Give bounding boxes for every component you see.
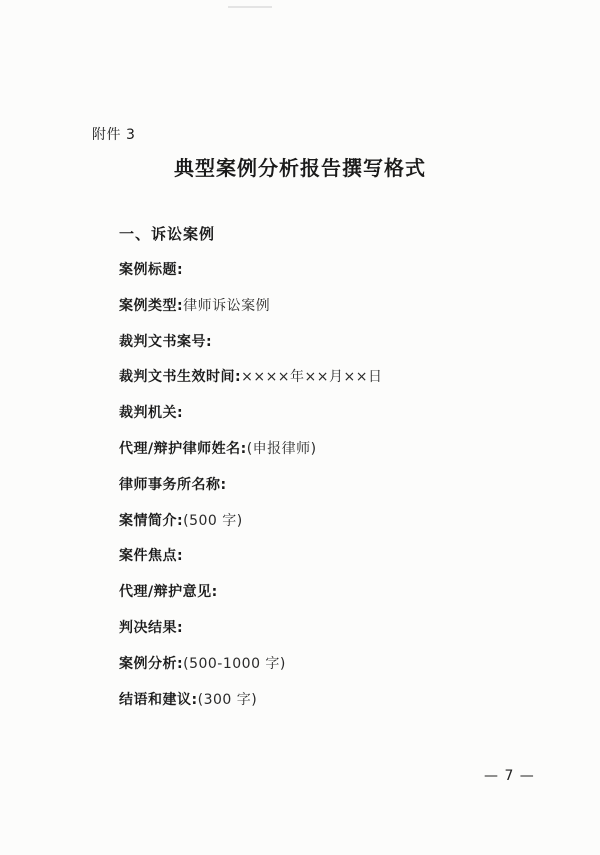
- field-label: 案件焦点:: [119, 548, 184, 565]
- field-value: (300 字): [197, 691, 258, 708]
- attachment-label: 附件 3: [92, 127, 136, 143]
- field-label: 案情简介:: [119, 512, 184, 529]
- field-label: 律师事务所名称:: [119, 476, 227, 493]
- field-row-judgment-number: [119, 331, 559, 367]
- field-row-case-type: [119, 295, 559, 331]
- field-row-court: [119, 402, 559, 438]
- field-row-case-focus: [119, 545, 559, 581]
- field-list: [119, 259, 559, 724]
- field-row-effective-date: [119, 366, 559, 402]
- field-value: (申报律师): [246, 440, 317, 457]
- field-label: 裁判机关:: [119, 405, 184, 422]
- field-label: 代理/辩护律师姓名:: [119, 440, 247, 457]
- field-row-conclusion: [119, 689, 559, 725]
- field-value: (500-1000 字): [183, 655, 286, 672]
- field-label: 案例类型:: [119, 297, 184, 314]
- field-value: 律师诉讼案例: [183, 297, 271, 314]
- field-label: 结语和建议:: [119, 691, 198, 708]
- field-label: 裁判文书案号:: [119, 333, 213, 350]
- field-label: 代理/辩护意见:: [119, 584, 218, 601]
- field-label: 案例标题:: [119, 262, 184, 278]
- field-row-case-summary: [119, 510, 559, 546]
- scan-mark: [228, 6, 272, 8]
- page-number: — 7 —: [484, 768, 535, 784]
- field-row-law-firm: [119, 474, 559, 510]
- field-value: ××××年××月××日: [241, 369, 383, 386]
- field-row-lawyer-name: [119, 438, 559, 474]
- document-title: 典型案例分析报告撰写格式: [174, 156, 426, 180]
- field-label: 裁判文书生效时间:: [119, 369, 242, 386]
- field-value: (500 字): [183, 512, 243, 529]
- field-label: 案例分析:: [119, 655, 184, 672]
- field-row-case-title: [119, 259, 559, 295]
- field-row-defense-opinion: [119, 581, 559, 617]
- field-label: 判决结果:: [119, 619, 184, 636]
- field-row-case-analysis: [119, 653, 559, 689]
- field-row-judgment-result: [119, 617, 559, 653]
- section-heading: 一、诉讼案例: [119, 225, 216, 243]
